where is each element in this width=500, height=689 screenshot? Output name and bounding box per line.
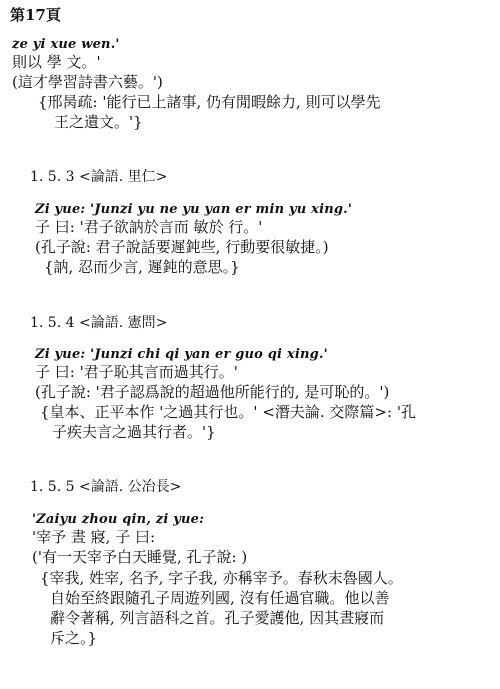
translation-line: (孔子說: 君子說話要遲鈍些, 行動要很敏捷。): [35, 238, 329, 256]
chinese-text-line: 子 曰: '君子欲訥於言而 敏於 行。': [35, 218, 263, 236]
section-heading: 1. 5. 3 <論語. 里仁>: [30, 169, 168, 185]
commentary-line: {邢昺疏: '能行已上諸事, 仍有閒暇餘力, 則可以學先: [38, 93, 381, 111]
section-heading: 1. 5. 4 <論語. 憲問>: [30, 315, 168, 331]
commentary-line: 自始至終跟隨孔子周遊列國, 沒有任過官職。他以善: [50, 589, 390, 607]
page-number-label: 第17頁: [10, 6, 61, 24]
commentary-line: 王之遺文。'}: [54, 113, 143, 131]
chinese-text-line: '宰予 晝 寢, 子 曰:: [32, 528, 156, 546]
section-heading: 1. 5. 5 <論語. 公冶長>: [30, 479, 182, 495]
commentary-line: {皇本、正平本作 '之過其行也。' <潛夫論. 交際篇>: '孔: [40, 403, 416, 421]
commentary-line: 辭令著稱, 列言語科之首。孔子愛護他, 因其晝寢而: [50, 609, 385, 627]
commentary-line: 斥之。}: [50, 629, 98, 647]
pinyin-line: 'Zaiyu zhou qin, zi yue:: [32, 512, 205, 527]
translation-line: (這才學習詩書六藝。'): [12, 73, 163, 91]
translation-line: (孔子說: '君子認爲說的超過他所能行的, 是可恥的。'): [35, 383, 390, 401]
chinese-text-line: 子 曰: '君子恥其言而過其行。': [35, 363, 238, 381]
chinese-text-line: 則以 學 文。': [12, 53, 101, 71]
pinyin-line: Zi yue: 'Junzi chi qi yan er guo qi xing.': [35, 347, 328, 362]
translation-line: ('有一天宰予白天睡覺, 孔子說: ): [32, 548, 248, 566]
commentary-line: {宰我, 姓宰, 名予, 字子我, 亦稱宰予。春秋末魯國人。: [40, 569, 403, 587]
commentary-line: {訥, 忍而少言, 遲鈍的意思。}: [44, 258, 240, 276]
pinyin-line: ze yi xue wen.': [12, 37, 120, 52]
pinyin-line: Zi yue: 'Junzi yu ne yu yan er min yu xing.': [35, 202, 353, 217]
commentary-line: 子疾夫言之過其行者。'}: [52, 423, 216, 441]
